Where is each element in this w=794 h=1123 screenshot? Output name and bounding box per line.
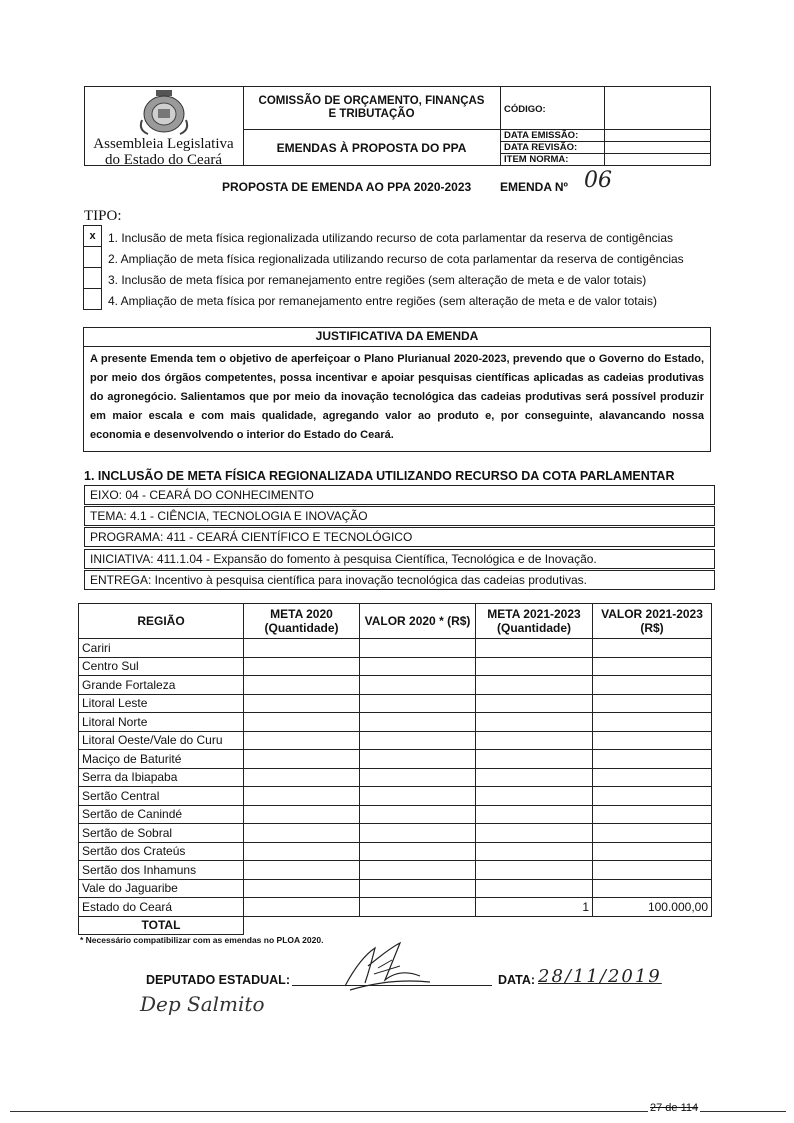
tipo-option-1-checkbox[interactable]: x: [83, 225, 102, 247]
tipo-option-2-text: 2. Ampliação de meta física regionalizada utilizando recurso de cota parlamentar da reserva de contigências: [108, 252, 684, 266]
table-row: [79, 861, 712, 880]
value-cell: [476, 768, 593, 787]
tipo-option-2-checkbox[interactable]: [83, 246, 102, 268]
entrega-row: ENTREGA: Incentivo à pesquisa científica para inovação tecnológica das cadeias produtivas.: [84, 570, 715, 590]
section-1-title: 1. INCLUSÃO DE META FÍSICA REGIONALIZADA UTILIZANDO RECURSO DA COTA PARLAMENTAR: [84, 469, 675, 483]
table-row: [79, 879, 712, 898]
value-cell: [593, 694, 712, 713]
table-row: [79, 787, 712, 806]
value-cell: [360, 824, 476, 843]
value-cell: [476, 713, 593, 732]
table-row: [79, 731, 712, 750]
table-row: [79, 694, 712, 713]
value-cell: [476, 842, 593, 861]
value-cell: [593, 768, 712, 787]
data-revisao-row: [500, 142, 711, 154]
value-cell: [476, 731, 593, 750]
value-cell: [593, 731, 712, 750]
value-cell: [593, 713, 712, 732]
table-footnote: * Necessário compatibilizar com as emendas no PLOA 2020.: [80, 935, 324, 945]
data-revisao-label: DATA REVISÃO:: [504, 142, 578, 153]
region-cell: Sertão Central: [79, 787, 244, 806]
value-cell: [244, 750, 360, 769]
value-cell: [593, 805, 712, 824]
value-cell: [360, 657, 476, 676]
value-cell: [360, 694, 476, 713]
iniciativa-row: INICIATIVA: 411.1.04 - Expansão do fomento à pesquisa Científica, Tecnológica e de Inovação.: [84, 549, 715, 569]
value-cell: [244, 805, 360, 824]
value-cell: [360, 731, 476, 750]
value-cell: [476, 861, 593, 880]
value-cell: [244, 842, 360, 861]
col-header-meta-2020: META 2020 (Quantidade): [244, 604, 360, 639]
committee-line1: COMISSÃO DE ORÇAMENTO, FINANÇAS: [258, 94, 485, 107]
justificativa-title: JUSTIFICATIVA DA EMENDA: [83, 327, 711, 347]
value-cell: [244, 861, 360, 880]
value-cell: [244, 787, 360, 806]
value-cell: [244, 879, 360, 898]
table-row: [79, 639, 712, 658]
value-cell: 1: [476, 898, 593, 917]
value-cell: [360, 805, 476, 824]
region-cell: Litoral Oeste/Vale do Curu: [79, 731, 244, 750]
region-cell: Litoral Norte: [79, 713, 244, 732]
value-cell: [593, 639, 712, 658]
committee-cell: [243, 86, 501, 166]
value-cell: [476, 657, 593, 676]
region-cell: Sertão dos Inhamuns: [79, 861, 244, 880]
tema-row: TEMA: 4.1 - CIÊNCIA, TECNOLOGIA E INOVAÇÃO: [84, 506, 715, 526]
total-empty: [244, 916, 712, 935]
table-row: [79, 805, 712, 824]
col-header-valor-2021-2023: VALOR 2021-2023 (R$): [593, 604, 712, 639]
region-cell: Serra da Ibiapaba: [79, 768, 244, 787]
eixo-row: EIXO: 04 - CEARÁ DO CONHECIMENTO: [84, 485, 715, 505]
value-cell: [244, 768, 360, 787]
tipo-option-1-text: 1. Inclusão de meta física regionalizada utilizando recurso de cota parlamentar da reserva de contigências: [108, 231, 673, 245]
emenda-number-handwritten: 06: [584, 168, 612, 193]
value-cell: [360, 898, 476, 917]
value-cell: [360, 750, 476, 769]
tipo-option-4-checkbox[interactable]: [83, 288, 102, 310]
org-name-line1: Assembleia Legislativa: [93, 136, 234, 152]
value-cell: [593, 750, 712, 769]
region-cell: Vale do Jaguaribe: [79, 879, 244, 898]
region-cell: Cariri: [79, 639, 244, 658]
table-row: [79, 768, 712, 787]
table-row: [79, 824, 712, 843]
region-cell: Litoral Leste: [79, 694, 244, 713]
value-cell: [476, 676, 593, 695]
region-cell: Sertão de Sobral: [79, 824, 244, 843]
org-name-line2: do Estado do Ceará: [104, 152, 223, 168]
regions-table: [78, 603, 712, 935]
codigo-row: [500, 86, 711, 130]
table-body: [79, 639, 712, 935]
table-row: [79, 898, 712, 917]
value-cell: [593, 861, 712, 880]
value-cell: [360, 879, 476, 898]
deputado-label: DEPUTADO ESTADUAL:: [146, 973, 290, 987]
value-cell: [593, 657, 712, 676]
value-cell: [244, 676, 360, 695]
table-total-row: [79, 916, 712, 935]
col-header-meta-2021-2023: META 2021-2023 (Quantidade): [476, 604, 593, 639]
page-number: 27 de 114: [650, 1102, 699, 1114]
proposal-title: PROPOSTA DE EMENDA AO PPA 2020-2023: [222, 180, 472, 194]
value-cell: [244, 731, 360, 750]
tipo-option-3-checkbox[interactable]: [83, 267, 102, 289]
handwritten-name: Dep Salmito: [140, 992, 265, 1016]
programa-row: PROGRAMA: 411 - CEARÁ CIENTÍFICO E TECNOLÓGICO: [84, 527, 715, 547]
region-cell: Centro Sul: [79, 657, 244, 676]
value-cell: [476, 805, 593, 824]
tipo-label: TIPO:: [84, 208, 122, 224]
value-cell: [244, 639, 360, 658]
value-cell: [476, 824, 593, 843]
tipo-option-3-text: 3. Inclusão de meta física por remanejamento entre regiões (sem alteração de meta e de valor totais): [108, 273, 647, 287]
value-cell: [476, 750, 593, 769]
value-cell: [360, 842, 476, 861]
value-cell: [476, 639, 593, 658]
data-emissao-label: DATA EMISSÃO:: [504, 130, 579, 141]
col-header-valor-2020: VALOR 2020 * (R$): [360, 604, 476, 639]
table-row: [79, 676, 712, 695]
date-handwritten: 28/11/2019: [538, 966, 662, 987]
table-row: [79, 750, 712, 769]
col-header-regiao: REGIÃO: [79, 604, 244, 639]
value-cell: [244, 824, 360, 843]
logo-cell: [84, 86, 244, 166]
table-row: [79, 657, 712, 676]
data-emissao-row: [500, 130, 711, 142]
value-cell: [244, 657, 360, 676]
region-cell: Sertão de Canindé: [79, 805, 244, 824]
value-cell: [593, 676, 712, 695]
item-norma-label: ITEM NORMA:: [504, 154, 569, 165]
value-cell: [476, 694, 593, 713]
region-cell: Sertão dos Crateús: [79, 842, 244, 861]
region-cell: Grande Fortaleza: [79, 676, 244, 695]
document-title: EMENDAS À PROPOSTA DO PPA: [276, 141, 467, 155]
value-cell: [476, 787, 593, 806]
committee-line2: E TRIBUTAÇÃO: [328, 107, 415, 120]
committee-name: [243, 86, 500, 130]
tipo-option-4-text: 4. Ampliação de meta física por remanejamento entre regiões (sem alteração de meta e de valor totais): [108, 294, 657, 308]
item-norma-row: [500, 154, 711, 166]
codigo-label: CÓDIGO:: [504, 104, 546, 115]
value-cell: [476, 879, 593, 898]
value-cell: [244, 713, 360, 732]
table-header-row: [79, 604, 712, 639]
handwritten-signature-icon: [330, 938, 440, 998]
metadata-cell: [500, 86, 711, 166]
state-crest-icon: [136, 90, 192, 136]
value-cell: [360, 676, 476, 695]
value-cell: [593, 824, 712, 843]
value-cell: [593, 787, 712, 806]
data-label: DATA:: [498, 973, 536, 987]
value-cell: [360, 787, 476, 806]
value-cell: [360, 713, 476, 732]
value-cell: [593, 842, 712, 861]
justificativa-text: A presente Emenda tem o objetivo de aperfeiçoar o Plano Plurianual 2020-2023, prevendo que o Governo do Estado, por meio dos órgãos competentes, possa incentivar e apoiar pesquisas científicas aplicadas as cadeias produtivas do agronegócio. Salientamos que por meio da inovação tecnológica das cadeias produtivas será possível produzir em maior escala e com mais qualidade, agregando valor ao produto e, por conseguinte, alavancando nossa economia e desenvolvendo o interior do Estado do Ceará.: [90, 353, 704, 441]
table-row: [79, 842, 712, 861]
value-cell: [244, 694, 360, 713]
value-cell: 100.000,00: [593, 898, 712, 917]
region-cell: Estado do Ceará: [79, 898, 244, 917]
table-row: [79, 713, 712, 732]
value-cell: [360, 768, 476, 787]
value-cell: [360, 861, 476, 880]
value-cell: [593, 879, 712, 898]
total-label: TOTAL: [79, 916, 244, 935]
value-cell: [244, 898, 360, 917]
value-cell: [360, 639, 476, 658]
region-cell: Maciço de Baturité: [79, 750, 244, 769]
emenda-label: EMENDA Nº: [500, 180, 568, 194]
